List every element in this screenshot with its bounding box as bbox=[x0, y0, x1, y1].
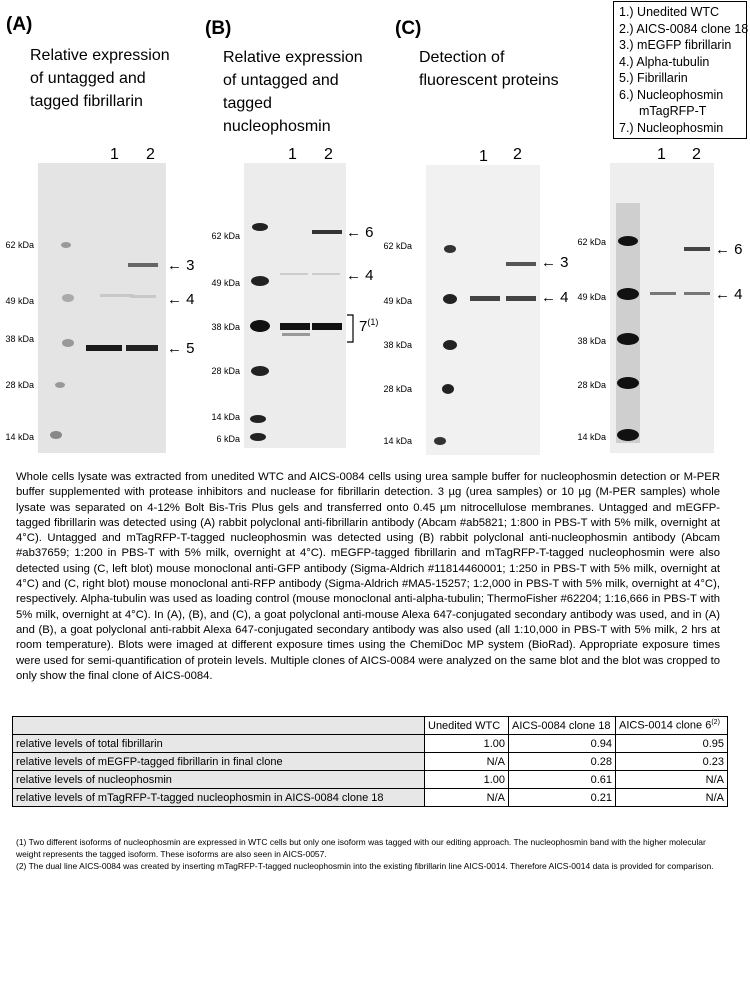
band-4-lane-1 bbox=[100, 294, 134, 297]
footnotes bbox=[16, 836, 732, 872]
table-header-cell: AICS-0084 clone 18 bbox=[509, 717, 616, 735]
band-4-lane-2 bbox=[312, 273, 340, 275]
ladder-band bbox=[617, 377, 639, 389]
ladder-band bbox=[250, 433, 266, 441]
blot-b-lane-1: 1 bbox=[288, 146, 297, 163]
footnote-1: (1) Two different isoforms of nucleophosmin are expressed in WTC cells but only one isoform was tagged with our editing approach. The nucleophosmin band with the higher molecular weight represents the tagged isoform. These isoforms are also seen in AICS-0057. bbox=[16, 837, 706, 859]
panel-c-letter: (C) bbox=[395, 18, 422, 39]
table-header-blank bbox=[13, 717, 425, 735]
blot-a-band-label: ← 5 bbox=[167, 340, 195, 357]
table-header-cell: AICS-0014 clone 6$^{(2)}$ bbox=[616, 717, 728, 735]
table-cell: 0.23 bbox=[616, 753, 728, 771]
ladder-band bbox=[55, 382, 65, 388]
legend-item: 5.) Fibrillarin bbox=[619, 71, 688, 85]
blot-b-membrane bbox=[244, 163, 346, 448]
band-3-lane-2 bbox=[506, 262, 536, 266]
blot-c2-lane-1: 1 bbox=[657, 146, 666, 163]
blot-c1-bands-svg bbox=[426, 165, 540, 455]
table-cell: N/A bbox=[616, 771, 728, 789]
table-row bbox=[13, 789, 728, 807]
legend-item: 1.) Unedited WTC bbox=[619, 5, 720, 19]
band-7-isoform-lane-1 bbox=[282, 333, 310, 336]
blot-a-band-label: ← 4 bbox=[167, 291, 195, 308]
ladder-band bbox=[62, 294, 74, 302]
band-7-lane-2 bbox=[312, 323, 342, 330]
ladder-band bbox=[50, 431, 62, 439]
blot-a-lane-2: 2 bbox=[146, 146, 155, 163]
table-row-label: relative levels of mEGFP-tagged fibrillarin in final clone bbox=[13, 753, 425, 771]
legend-item: mTagRFP-T bbox=[639, 104, 707, 118]
blot-c1-marker: 14 kDa bbox=[383, 436, 412, 446]
table-row bbox=[13, 771, 728, 789]
blot-a-membrane bbox=[38, 163, 166, 453]
legend-box bbox=[613, 1, 747, 139]
blot-b-lane-2: 2 bbox=[324, 146, 333, 163]
blot-b-bracket bbox=[346, 314, 358, 344]
table-row bbox=[13, 753, 728, 771]
ladder-band bbox=[443, 340, 457, 350]
table-cell: 0.28 bbox=[509, 753, 616, 771]
blot-c2-marker: 28 kDa bbox=[577, 380, 606, 390]
table-row-label: relative levels of total fibrillarin bbox=[13, 735, 425, 753]
blot-c1-marker: 38 kDa bbox=[383, 340, 412, 350]
legend-item: 3.) mEGFP fibrillarin bbox=[619, 38, 732, 52]
table-header-row bbox=[13, 717, 728, 735]
band-4-lane-2 bbox=[684, 292, 710, 295]
table-cell: 0.94 bbox=[509, 735, 616, 753]
blot-c2-marker: 14 kDa bbox=[577, 432, 606, 442]
ladder-band bbox=[442, 384, 454, 394]
ladder-band bbox=[61, 242, 71, 248]
legend-item: 4.) Alpha-tubulin bbox=[619, 54, 710, 69]
ladder-band bbox=[618, 236, 638, 246]
blot-c2-band-label: ← 4 bbox=[715, 286, 743, 303]
panel-a-letter: (A) bbox=[6, 14, 33, 35]
blot-a-marker: 62 kDa bbox=[5, 240, 34, 250]
blot-b-bands-svg bbox=[244, 163, 346, 448]
ladder-band bbox=[251, 276, 269, 286]
ladder-band bbox=[444, 245, 456, 253]
blot-b-band-label: ← 6 bbox=[346, 224, 374, 241]
blot-b-band-label: ← 4 bbox=[346, 267, 374, 284]
band-6-lane-2 bbox=[684, 247, 710, 251]
blot-c1-marker: 62 kDa bbox=[383, 241, 412, 251]
table-header-cell: Unedited WTC bbox=[425, 717, 509, 735]
blot-a-band-label: ← 3 bbox=[167, 257, 195, 274]
panel-b-title: Relative expression of untagged and tagged nucleophosmin bbox=[223, 49, 363, 135]
blot-b-band-label: 7$^{(1)}$ bbox=[359, 317, 379, 335]
blot-c2-band-label: ← 6 bbox=[715, 241, 743, 258]
table-cell: 1.00 bbox=[425, 771, 509, 789]
blot-a-lane-1: 1 bbox=[110, 146, 119, 163]
table-cell: N/A bbox=[425, 753, 509, 771]
ladder-band bbox=[250, 415, 266, 423]
panel-b-letter: (B) bbox=[205, 18, 232, 39]
table-row-label: relative levels of nucleophosmin bbox=[13, 771, 425, 789]
blot-c2-membrane bbox=[610, 163, 714, 453]
band-4-lane-1 bbox=[280, 273, 308, 275]
blot-c1-band-label: ← 4 bbox=[541, 289, 569, 306]
table-cell: 0.61 bbox=[509, 771, 616, 789]
ladder-band bbox=[252, 223, 268, 231]
legend-item: 6.) Nucleophosmin bbox=[619, 87, 724, 102]
blot-c1-marker: 49 kDa bbox=[383, 296, 412, 306]
blot-b-marker: 14 kDa bbox=[211, 412, 240, 422]
blot-c2-marker: 38 kDa bbox=[577, 336, 606, 346]
blot-c1-lane-2: 2 bbox=[513, 146, 522, 163]
blot-c2-marker: 49 kDa bbox=[577, 292, 606, 302]
band-4-lane-2 bbox=[506, 296, 536, 301]
figure-caption: Whole cells lysate was extracted from unedited WTC and AICS-0084 cells using urea sample buffer for nucleophosmin detection or M-PER buffer supplemented with protease inhibitors and nuclease for fibrillarin detection. 3 µg (urea samples) or 10 µg (M-PER samples) whole lysate was separated on 4-12% Bolt Bis-Tris Plus gels and transferred onto 0.45 µm nitrocellulose membranes. Untagged and mEGFP-tagged fibrillarin was detected using (A) rabbit polyclonal anti-fibrillarin antibody (Abcam #ab5821; 1:800 in PBS-T with 5% milk, overnight at 4°C). Untagged and mTagRFP-T-tagged nucleophosmin was detected using (B) rabbit polyclonal anti-nucleophosmin antibody (Abcam #ab37659; 1:200 in PBS-T with 5% milk, overnight at 4°C). mEGFP-tagged fibrillarin and mTagRFP-T-tagged nucleophosmin were also detected using (C, left blot) mouse monoclonal anti-GFP antibody (Sigma-Aldrich #11814460001; 1:250 in PBS-T with 5% milk, overnight at 4°C) and (C, right blot) mouse monoclonal anti-RFP antibody (Sigma-Aldrich #MA5-15257; 1:2,000 in PBS-T with 5% milk, overnight at 4°C), respectively. Alpha-tubulin was used as loading control (mouse monoclonal anti-alpha-tubulin; ThermoFisher #62204; 1:16,666 in PBS-T with 5% milk, overnight at 4°C). In (A), (B), and (C), a goat polyclonal anti-mouse Alexa 647-conjugated secondary antibody was used, and in (A) and (B), a goat polyclonal anti-rabbit Alexa 647-conjugated secondary antibody was also used (all 1:10,000 in PBS-T with 5% milk, 2 hrs at room temperature). Blots were imaged at different exposure times using the ChemiDoc MP system (BioRad). Appropriate exposure times were used for semi-quantification of protein levels. Multiple clones of AICS-0084 were analyzed on the same blot and the blot was cropped to only show the final clone of AICS-0084. bbox=[16, 471, 720, 682]
blot-c2-bands-svg bbox=[610, 163, 714, 453]
blot-b-marker: 38 kDa bbox=[211, 322, 240, 332]
panel-c-title: Detection of fluorescent proteins bbox=[419, 49, 559, 89]
legend-item: 7.) Nucleophosmin bbox=[619, 120, 724, 135]
panel-a-title: Relative expression of untagged and tagged fibrillarin bbox=[30, 47, 170, 110]
ladder-band bbox=[62, 339, 74, 347]
blot-b-marker: 28 kDa bbox=[211, 366, 240, 376]
blot-a-bands-svg bbox=[38, 163, 166, 453]
ladder-band bbox=[434, 437, 446, 445]
table-cell: 0.21 bbox=[509, 789, 616, 807]
band-3-lane-2 bbox=[128, 263, 158, 267]
table-row bbox=[13, 735, 728, 753]
relative-levels-table bbox=[12, 716, 728, 807]
footnote-2: (2) The dual line AICS-0084 was created by inserting mTagRFP-T-tagged nucleophosmin into the existing fibrillarin line AICS-0014. Therefore AICS-0014 data is provided for comparison. bbox=[16, 861, 714, 871]
blot-a-marker: 49 kDa bbox=[5, 296, 34, 306]
ladder-band bbox=[443, 294, 457, 304]
blot-b-marker: 62 kDa bbox=[211, 231, 240, 241]
table-cell: 1.00 bbox=[425, 735, 509, 753]
blot-c1-marker: 28 kDa bbox=[383, 384, 412, 394]
blot-b-marker: 6 kDa bbox=[216, 434, 240, 444]
blot-a-marker: 14 kDa bbox=[5, 432, 34, 442]
table-cell: N/A bbox=[425, 789, 509, 807]
band-7-lane-1 bbox=[280, 323, 310, 330]
band-6-lane-2 bbox=[312, 230, 342, 234]
blot-c2-marker: 62 kDa bbox=[577, 237, 606, 247]
ladder-band bbox=[251, 366, 269, 376]
band-5-lane-1 bbox=[86, 345, 122, 351]
ladder-band bbox=[617, 429, 639, 441]
blot-a-marker: 38 kDa bbox=[5, 334, 34, 344]
ladder-band bbox=[617, 288, 639, 300]
ladder-band bbox=[250, 320, 270, 332]
ladder-band bbox=[617, 333, 639, 345]
table-row-label: relative levels of mTagRFP-T-tagged nucleophosmin in AICS-0084 clone 18 bbox=[13, 789, 425, 807]
band-4-lane-1 bbox=[470, 296, 500, 301]
table-cell: N/A bbox=[616, 789, 728, 807]
blot-b-marker: 49 kDa bbox=[211, 278, 240, 288]
band-5-lane-2 bbox=[126, 345, 158, 351]
blot-a-marker: 28 kDa bbox=[5, 380, 34, 390]
table-cell: 0.95 bbox=[616, 735, 728, 753]
legend-item: 2.) AICS-0084 clone 18 bbox=[619, 21, 749, 36]
blot-c2-lane-2: 2 bbox=[692, 146, 701, 163]
blot-c1-band-label: ← 3 bbox=[541, 254, 569, 271]
blot-c1-lane-1: 1 bbox=[479, 148, 488, 165]
blot-c1-membrane bbox=[426, 165, 540, 455]
band-4-lane-2 bbox=[130, 295, 156, 298]
band-4-lane-1 bbox=[650, 292, 676, 295]
